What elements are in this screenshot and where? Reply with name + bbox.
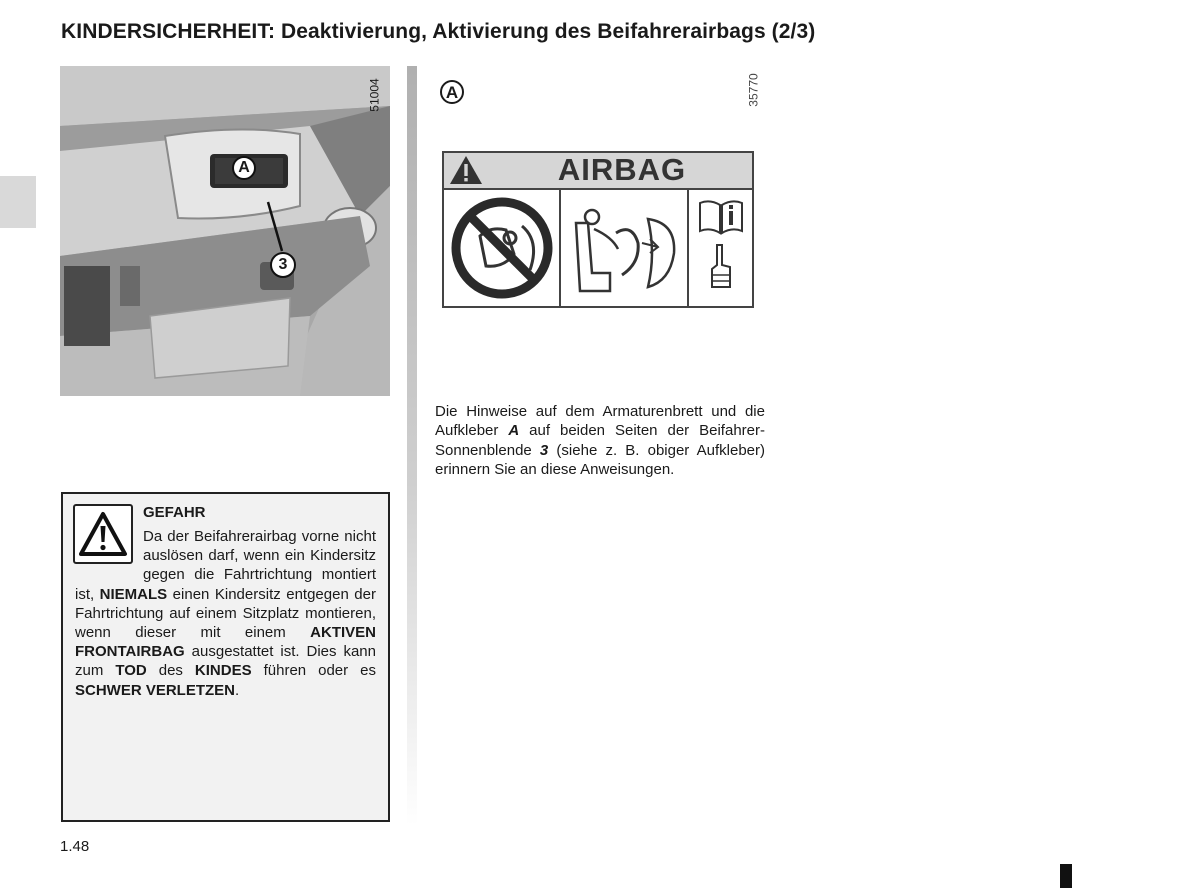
callout-a (232, 156, 256, 180)
airbag-word: AIRBAG (557, 152, 687, 187)
visor-photo (60, 66, 390, 396)
danger-title: GEFAHR (143, 504, 206, 521)
airbag-sticker (442, 151, 754, 308)
section-tab (0, 176, 36, 228)
column-divider (407, 66, 417, 826)
callout-3 (270, 252, 296, 278)
pointing-finger-icon (708, 243, 734, 298)
warning-triangle-icon (442, 151, 490, 189)
no-rear-facing-child-seat-icon (450, 196, 554, 305)
sticker-header (442, 151, 754, 189)
warning-triangle-icon (73, 504, 133, 564)
figure-label-a: A (440, 80, 464, 104)
danger-text: Da der Beifahrerairbag vorne nicht auslösen darf, wenn ein Kindersitz gegen die Fahrtrichtung montiert ist, NIEMALS einen Kindersitz entgegen der Fahrtrichtung auf einem Sitzplatz montieren, wenn dieser mit einem AKTIVEN FRONTAIRBAG ausgestattet ist. Dies kann zum TOD des KINDES führen oder es SCHWER VERLETZEN. (75, 528, 376, 699)
page-number: 1.48 (60, 838, 90, 855)
airbag-deploy-seat-icon (566, 203, 682, 304)
callout-3-label: 3 (278, 256, 288, 273)
sticker-code: 35770 (747, 73, 761, 107)
manual-book-icon (698, 199, 744, 240)
danger-box (61, 492, 390, 822)
edge-mark (1060, 864, 1072, 888)
page-title: KINDERSICHERHEIT: Deaktivierung, Aktivierung des Beifahrerairbags (2/3) (61, 20, 816, 43)
note-paragraph: Die Hinweise auf dem Armaturenbrett und die Aufkleber A auf beiden Seiten der Beifahrer-Sonnenblende 3 (siehe z. B. obiger Aufkleber) erinnern Sie an diese Anweisungen. (435, 403, 765, 479)
callout-a-label: A (238, 159, 250, 176)
photo-code: 51004 (368, 78, 382, 112)
